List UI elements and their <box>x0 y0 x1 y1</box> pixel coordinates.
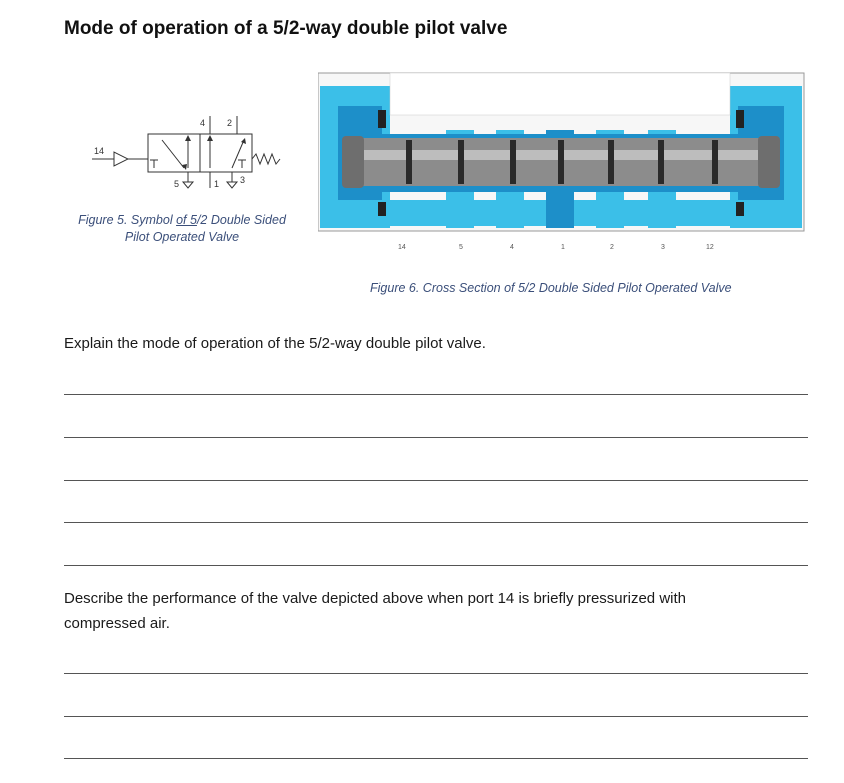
cross-port-2-label: 2 <box>610 244 614 251</box>
cross-port-1-label: 1 <box>561 244 565 251</box>
cross-port-14-label: 14 <box>398 244 406 251</box>
symbol-port-5-label: 5 <box>174 179 180 189</box>
answer-line-5[interactable] <box>64 565 808 566</box>
symbol-port-2-label: 2 <box>227 118 233 128</box>
valve-cross-section-diagram <box>318 72 806 234</box>
answer-line-3[interactable] <box>64 480 808 481</box>
figure5-caption: Figure 5. Symbol of 5/2 Double Sided Pilot Operated Valve <box>78 213 286 244</box>
cross-port-3-label: 3 <box>661 244 665 251</box>
answer-line-2[interactable] <box>64 437 808 438</box>
answer-line-4[interactable] <box>64 522 808 523</box>
valve-symbol-diagram <box>92 112 292 202</box>
page-title: Mode of operation of a 5/2-way double pilot valve <box>64 18 508 39</box>
answer-line-6[interactable] <box>64 673 808 674</box>
symbol-port-1-label: 1 <box>214 179 220 189</box>
symbol-port-3-label: 3 <box>240 175 246 185</box>
question-2: Describe the performance of the valve depicted above when port 14 is briefly pressurized with compressed air. <box>64 590 686 632</box>
symbol-port-4-label: 4 <box>200 118 206 128</box>
cross-port-12-label: 12 <box>706 244 714 251</box>
answer-line-1[interactable] <box>64 394 808 395</box>
answer-line-7[interactable] <box>64 716 808 717</box>
symbol-port-14-label: 14 <box>94 146 105 156</box>
figure6-caption: Figure 6. Cross Section of 5/2 Double Sided Pilot Operated Valve <box>370 281 732 295</box>
answer-line-8[interactable] <box>64 758 808 759</box>
cross-port-5-label: 5 <box>459 244 463 251</box>
cross-port-4-label: 4 <box>510 244 514 251</box>
question-1: Explain the mode of operation of the 5/2-way double pilot valve. <box>64 335 486 352</box>
